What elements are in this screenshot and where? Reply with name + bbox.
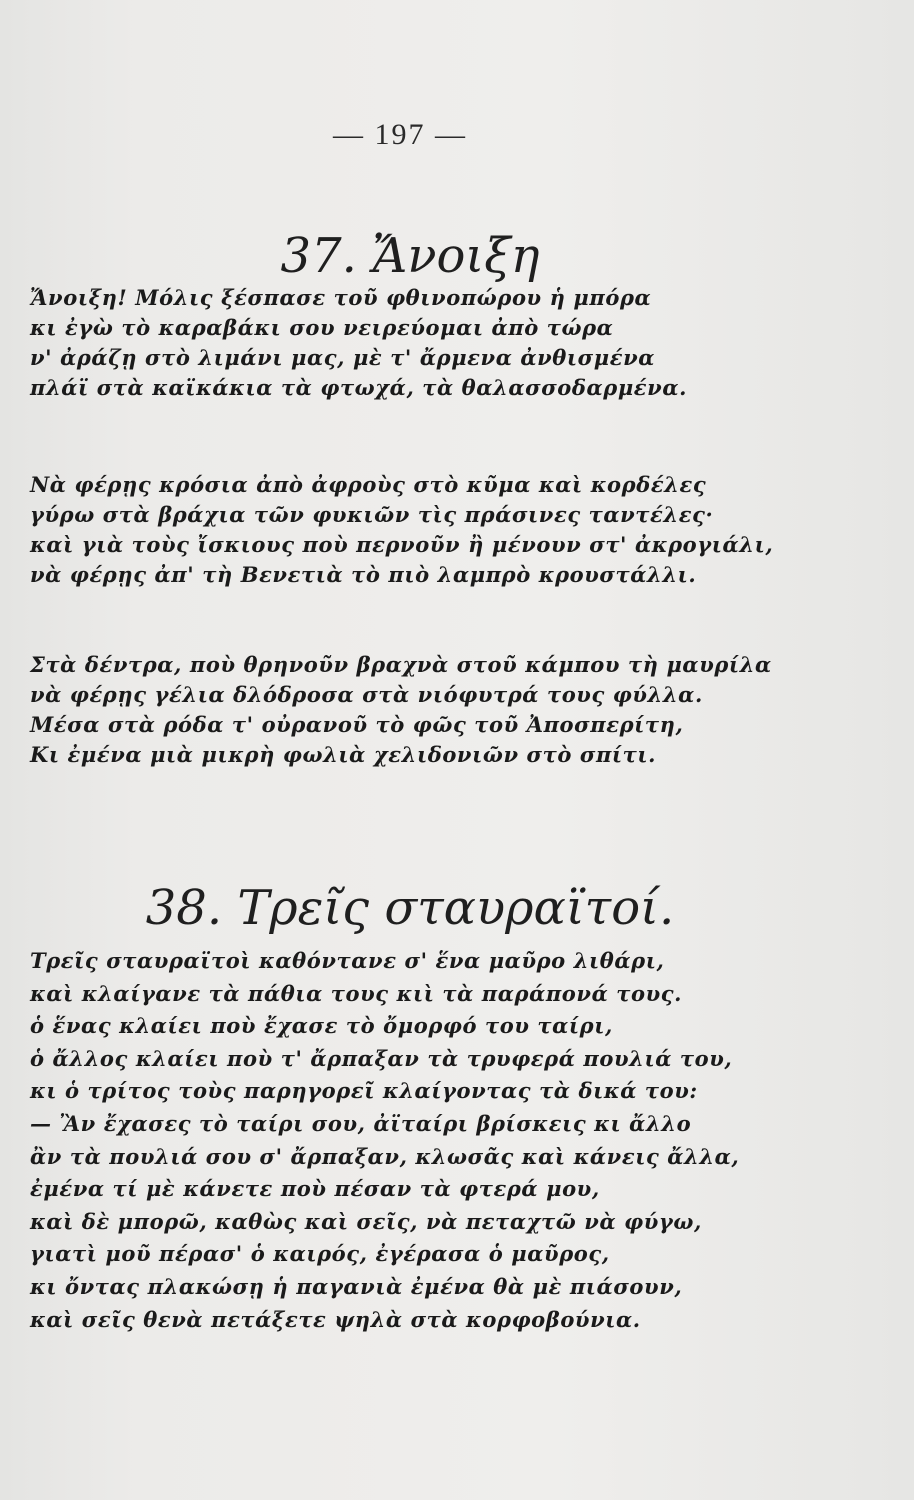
poem-title-37: 37. Ἄνοιξη — [280, 228, 540, 285]
verse-line: Νὰ φέρῃς κρόσια ἀπὸ ἀφροὺς στὸ κῦμα καὶ κορδέλες — [30, 472, 707, 497]
verse-line: Τρεῖς σταυραϊτοὶ καθόντανε σ' ἕνα μαῦρο λιθάρι, — [30, 948, 665, 973]
verse-line: ὁ ἄλλος κλαίει ποὺ τ' ἄρπαξαν τὰ τρυφερά πουλιά του, — [30, 1045, 733, 1071]
verse-line: ν' ἀράζῃ στὸ λιμάνι μας, μὲ τ' ἄρμενα ἀνθισμένα — [30, 345, 656, 370]
verse-line: Ἄνοιξη! Μόλις ξέσπασε τοῦ φθινοπώρου ἡ μπόρα — [30, 285, 652, 310]
page-number: — 197 — — [333, 118, 467, 151]
verse-line: Μέσα στὰ ρόδα τ' οὐρανοῦ τὸ φῶς τοῦ Ἀποσπερίτη, — [30, 712, 684, 737]
poem-37-stanza-2 — [30, 470, 810, 590]
verse-line: Κι ἐμένα μιὰ μικρὴ φωλιὰ χελιδονιῶν στὸ σπίτι. — [30, 742, 657, 767]
verse-line: καὶ γιὰ τοὺς ἴσκιους ποὺ περνοῦν ἢ μένουν στ' ἀκρογιάλι, — [30, 532, 774, 557]
poem-37-stanza-1 — [30, 283, 810, 403]
verse-line: κι ἐγὼ τὸ καραβάκι σου νειρεύομαι ἀπὸ τώρα — [30, 315, 614, 340]
verse-line: ἂν τὰ πουλιά σου σ' ἄρπαξαν, κλωσᾶς καὶ κάνεις ἄλλα, — [30, 1143, 740, 1169]
verse-line: κι ὁ τρίτος τοὺς παρηγορεῖ κλαίγοντας τὰ δικά του: — [30, 1078, 698, 1104]
verse-line: νὰ φέρῃς γέλια δλόδροσα στὰ νιόφυτρά τους φύλλα. — [30, 682, 703, 707]
verse-line: νὰ φέρῃς ἀπ' τὴ Βενετιὰ τὸ πιὸ λαμπρὸ κρουστάλλι. — [30, 562, 697, 587]
verse-line: κι ὄντας πλακώσῃ ἡ παγανιὰ ἐμένα θὰ μὲ πιάσουν, — [30, 1273, 683, 1299]
verse-line: γύρω στὰ βράχια τῶν φυκιῶν τὶς πράσινες ταντέλες· — [30, 502, 714, 527]
verse-line: ἐμένα τί μὲ κάνετε ποὺ πέσαν τὰ φτερά μου, — [30, 1176, 600, 1202]
verse-line: γιατὶ μοῦ πέρασ' ὁ καιρός, ἐγέρασα ὁ μαῦρος, — [30, 1241, 610, 1267]
verse-line: καὶ δὲ μπορῶ, καθὼς καὶ σεῖς, νὰ πεταχτῶ νὰ φύγω, — [30, 1208, 702, 1234]
poem-38-stanza-1 — [30, 945, 810, 1336]
verse-line: καὶ κλαίγανε τὰ πάθια τους κιὶ τὰ παράπονά τους. — [30, 980, 683, 1006]
poem-title-38: 38. Τρεῖς σταυραϊτοί. — [145, 880, 675, 937]
verse-line: Στὰ δέντρα, ποὺ θρηνοῦν βραχνὰ στοῦ κάμπου τὴ μαυρίλα — [30, 652, 772, 677]
verse-line: καὶ σεῖς θενὰ πετάξετε ψηλὰ στὰ κορφοβούνια. — [30, 1306, 641, 1332]
verse-line: πλάϊ στὰ καϊκάκια τὰ φτωχά, τὰ θαλασσοδαρμένα. — [30, 375, 688, 400]
verse-line: ὁ ἕνας κλαίει ποὺ ἔχασε τὸ ὄμορφό του ταίρι, — [30, 1013, 613, 1039]
verse-line: — Ἂν ἔχασες τὸ ταίρι σου, ἀϊταίρι βρίσκεις κι ἄλλο — [30, 1110, 692, 1136]
poem-37-stanza-3 — [30, 650, 810, 770]
